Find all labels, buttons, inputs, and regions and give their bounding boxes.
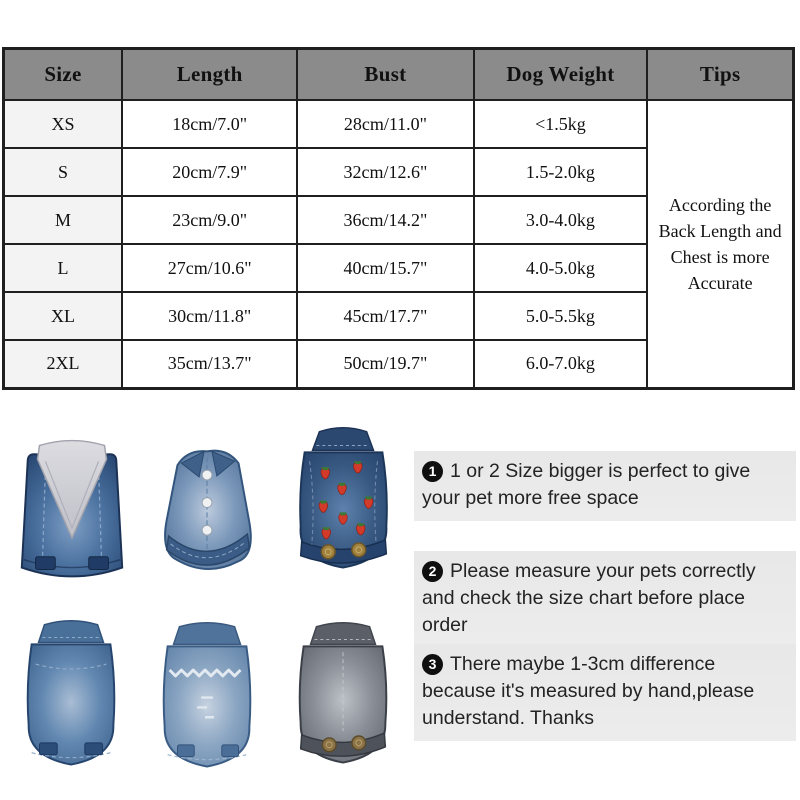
table-header-row	[4, 49, 794, 101]
note-item	[414, 451, 796, 521]
photo-blue-denim-vest-back	[8, 607, 136, 790]
length-cell: 18cm/7.0"	[122, 100, 297, 148]
photo-frayed-denim-vest	[144, 607, 272, 790]
weight-cell: 4.0-5.0kg	[474, 244, 648, 292]
tips-line: According the	[668, 194, 772, 215]
note-number-badge: 2	[422, 561, 443, 582]
weight-cell: <1.5kg	[474, 100, 648, 148]
size-cell: M	[4, 196, 123, 244]
photo-denim-jacket-front-open	[144, 412, 272, 595]
note-number-badge: 1	[422, 461, 443, 482]
col-header-size: Size	[4, 49, 123, 101]
tips-line: Back Length and	[658, 220, 782, 241]
col-header-bust: Bust	[297, 49, 473, 101]
bust-cell: 40cm/15.7"	[297, 244, 473, 292]
photo-gray-denim-vest	[280, 607, 408, 790]
photo-hooded-denim-jacket	[8, 412, 136, 595]
bust-cell: 45cm/17.7"	[297, 292, 473, 340]
note-text: Please measure your pets correctly and check the size chart before place order	[422, 560, 756, 636]
weight-cell: 1.5-2.0kg	[474, 148, 648, 196]
hooded-denim-jacket-illustration	[8, 412, 136, 595]
tips-cell	[647, 100, 793, 388]
note-text: There maybe 1-3cm difference because it's measured by hand,please understand. Thanks	[422, 653, 755, 729]
length-cell: 20cm/7.9"	[122, 148, 297, 196]
bust-cell: 28cm/11.0"	[297, 100, 473, 148]
table-row	[4, 100, 794, 148]
note-item	[414, 551, 796, 648]
size-chart-table	[2, 47, 795, 390]
gray-denim-vest-illustration	[280, 607, 408, 790]
size-cell: L	[4, 244, 123, 292]
length-cell: 27cm/10.6"	[122, 244, 297, 292]
col-header-weight: Dog Weight	[474, 49, 648, 101]
tips-line: Accurate	[687, 272, 753, 293]
weight-cell: 3.0-4.0kg	[474, 196, 648, 244]
bust-cell: 36cm/14.2"	[297, 196, 473, 244]
photo-strawberry-denim-vest	[280, 412, 408, 595]
col-header-tips: Tips	[647, 49, 793, 101]
length-cell: 35cm/13.7"	[122, 340, 297, 388]
note-text: 1 or 2 Size bigger is perfect to give your pet more free space	[422, 460, 751, 509]
denim-jacket-front-illustration	[144, 412, 272, 595]
length-cell: 23cm/9.0"	[122, 196, 297, 244]
size-cell: XS	[4, 100, 123, 148]
tips-line: Chest is more	[670, 246, 770, 267]
bust-cell: 32cm/12.6"	[297, 148, 473, 196]
bust-cell: 50cm/19.7"	[297, 340, 473, 388]
product-photos-grid	[8, 412, 408, 790]
size-chart	[2, 47, 795, 390]
length-cell: 30cm/11.8"	[122, 292, 297, 340]
size-cell: 2XL	[4, 340, 123, 388]
size-cell: S	[4, 148, 123, 196]
note-number-badge: 3	[422, 654, 443, 675]
col-header-length: Length	[122, 49, 297, 101]
frayed-denim-vest-illustration	[144, 607, 272, 790]
blue-denim-vest-illustration	[8, 607, 136, 790]
size-cell: XL	[4, 292, 123, 340]
strawberry-denim-vest-illustration	[280, 412, 408, 595]
weight-cell: 5.0-5.5kg	[474, 292, 648, 340]
note-item	[414, 644, 796, 741]
weight-cell: 6.0-7.0kg	[474, 340, 648, 388]
